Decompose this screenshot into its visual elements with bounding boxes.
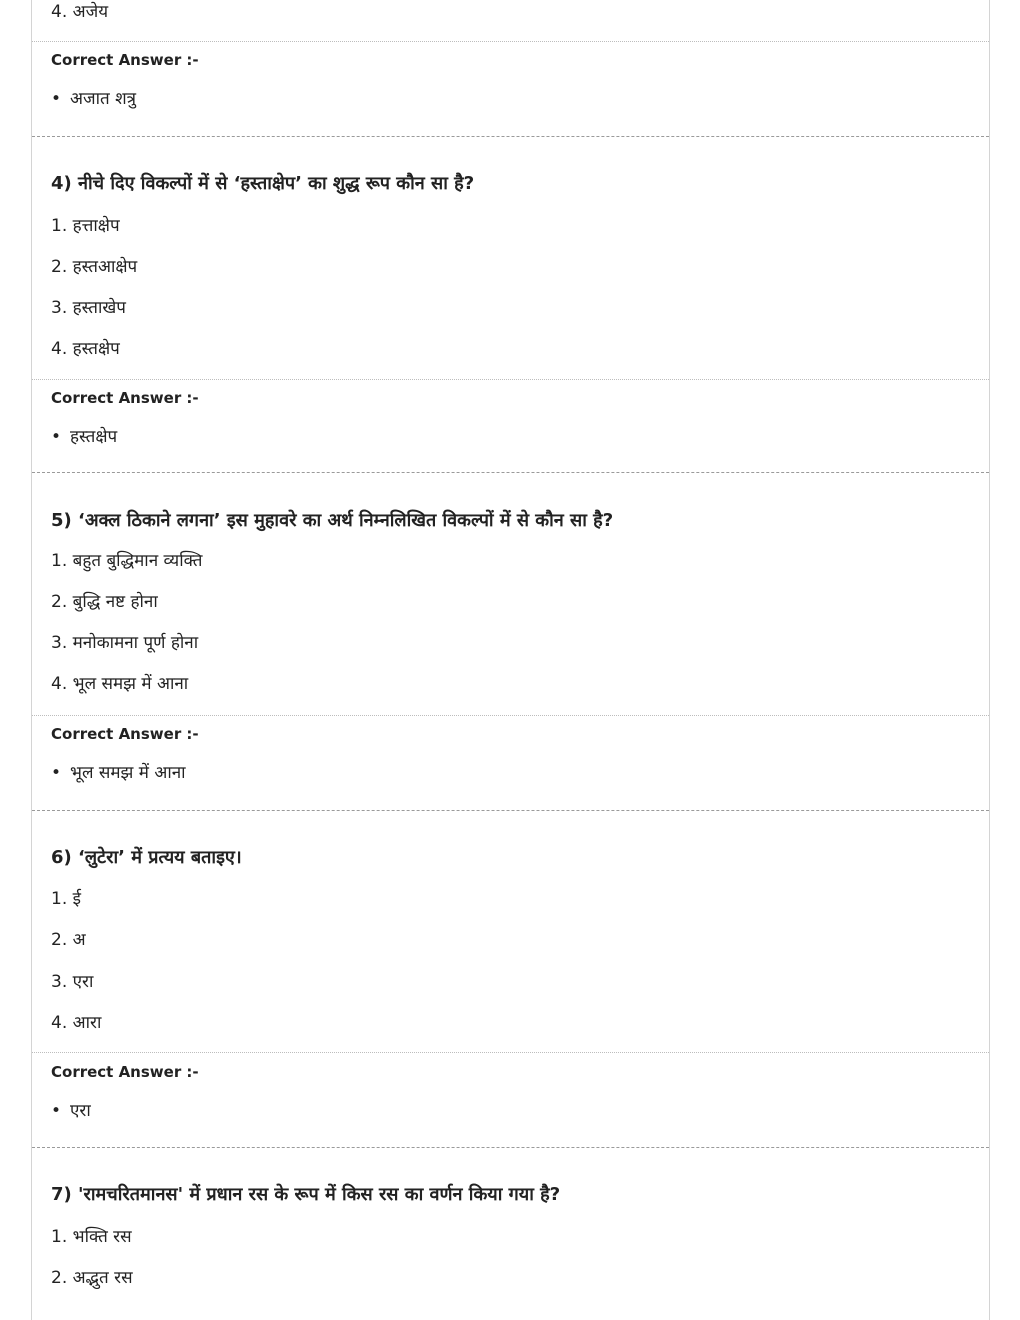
q6-correct-answer-label: Correct Answer :- bbox=[51, 1063, 199, 1081]
q6-answer-text: एरा bbox=[70, 1101, 91, 1121]
q5-text: ‘अक्ल ठिकाने लगना’ इस मुहावरे का अर्थ निम्नलिखित विकल्पों में से कौन सा है? bbox=[78, 510, 614, 531]
q3-correct-answer bbox=[51, 89, 136, 109]
q6-option-3: 3. एरा bbox=[51, 972, 94, 992]
q3-option-4: 4. अजेय bbox=[51, 2, 109, 22]
q4-option-1: 1. हत्ताक्षेप bbox=[51, 216, 120, 236]
q7-number: 7) bbox=[51, 1184, 72, 1205]
q5-correct-answer-label: Correct Answer :- bbox=[51, 725, 199, 743]
q5-option-3: 3. मनोकामना पूर्ण होना bbox=[51, 633, 199, 653]
question-separator bbox=[32, 810, 989, 811]
divider bbox=[32, 715, 989, 716]
question-paper-page bbox=[31, 0, 990, 1320]
question-separator bbox=[32, 472, 989, 473]
bullet-icon: • bbox=[51, 89, 62, 109]
question-separator bbox=[32, 136, 989, 137]
q3-answer-text: अजात शत्रु bbox=[70, 89, 137, 109]
q4-number: 4) bbox=[51, 173, 72, 194]
q6-correct-answer bbox=[51, 1101, 91, 1121]
q6-number: 6) bbox=[51, 847, 72, 868]
q5-option-1: 1. बहुत बुद्धिमान व्यक्ति bbox=[51, 551, 203, 571]
q7-option-2: 2. अद्भुत रस bbox=[51, 1268, 133, 1288]
q4-text: नीचे दिए विकल्पों में से ‘हस्ताक्षेप’ का शुद्ध रूप कौन सा है? bbox=[78, 173, 475, 194]
q4-answer-text: हस्तक्षेप bbox=[70, 427, 118, 447]
q4-option-3: 3. हस्ताखेप bbox=[51, 298, 126, 318]
q5-option-4: 4. भूल समझ में आना bbox=[51, 674, 189, 694]
q6-option-4: 4. आरा bbox=[51, 1013, 102, 1033]
q5-answer-text: भूल समझ में आना bbox=[70, 763, 186, 783]
q4-correct-answer bbox=[51, 427, 117, 447]
q6-option-2: 2. अ bbox=[51, 930, 86, 950]
bullet-icon: • bbox=[51, 763, 62, 783]
q6-title bbox=[51, 847, 242, 869]
q5-number: 5) bbox=[51, 510, 72, 531]
q4-title bbox=[51, 173, 474, 195]
q7-option-1: 1. भक्ति रस bbox=[51, 1227, 132, 1247]
q7-text: 'रामचरितमानस' में प्रधान रस के रूप में किस रस का वर्णन किया गया है? bbox=[78, 1184, 561, 1205]
q3-correct-answer-label: Correct Answer :- bbox=[51, 51, 199, 69]
q7-title bbox=[51, 1184, 560, 1206]
q4-option-4: 4. हस्तक्षेप bbox=[51, 339, 120, 359]
q6-option-1: 1. ई bbox=[51, 889, 81, 909]
q4-correct-answer-label: Correct Answer :- bbox=[51, 389, 199, 407]
bullet-icon: • bbox=[51, 1101, 62, 1121]
q4-option-2: 2. हस्तआक्षेप bbox=[51, 257, 138, 277]
q6-text: ‘लुटेरा’ में प्रत्यय बताइए। bbox=[78, 847, 242, 868]
divider bbox=[32, 379, 989, 380]
q5-title bbox=[51, 510, 613, 532]
question-separator bbox=[32, 1147, 989, 1148]
divider bbox=[32, 41, 989, 42]
q5-option-2: 2. बुद्धि नष्ट होना bbox=[51, 592, 158, 612]
q5-correct-answer bbox=[51, 763, 186, 783]
divider bbox=[32, 1052, 989, 1053]
bullet-icon: • bbox=[51, 427, 62, 447]
